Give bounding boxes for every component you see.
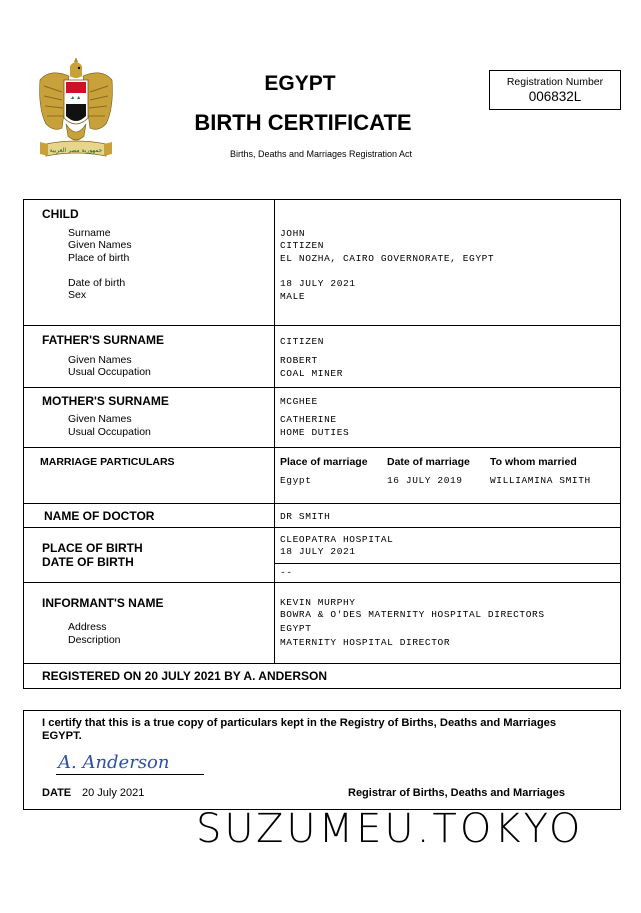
mother-surname: MCGHEE	[280, 396, 318, 407]
birth-place-value: CLEOPATRA HOSPITAL	[280, 534, 394, 545]
certify-line-1: I certify that this is a true copy of particulars kept in the Registry of Births, Deaths and Marriages	[42, 717, 557, 729]
child-given: CITIZEN	[280, 240, 325, 251]
father-given-label: Given Names	[68, 354, 132, 366]
child-sex: MALE	[280, 291, 306, 302]
act-subtitle: Births, Deaths and Marriages Registration Act	[229, 149, 413, 159]
document-title: BIRTH CERTIFICATE	[194, 110, 412, 135]
informant-name: KEVIN MURPHY	[280, 597, 356, 608]
birth-date-value: 18 JULY 2021	[280, 546, 356, 557]
father-occupation: COAL MINER	[280, 368, 344, 379]
watermark: SUZUMEU.TOKYO	[196, 806, 584, 852]
registration-box	[489, 70, 621, 110]
certify-line-2: EGYPT.	[42, 730, 82, 742]
child-place: EL NOZHA, CAIRO GOVERNORATE, EGYPT	[280, 253, 495, 264]
doctor-heading: NAME OF DOCTOR	[44, 509, 155, 523]
eagle-of-saladin-icon	[36, 58, 116, 164]
emblem	[36, 58, 116, 164]
birth-extra-value: --	[280, 567, 293, 578]
child-surname-label: Surname	[68, 227, 111, 239]
marriage-whom-label: To whom married	[490, 456, 577, 468]
date-label: DATE	[42, 787, 72, 799]
marriage-place: Egypt	[280, 475, 312, 486]
informant-address-label: Address	[68, 621, 107, 633]
child-given-label: Given Names	[68, 239, 132, 251]
marriage-date: 16 JULY 2019	[387, 475, 463, 486]
child-sex-label: Sex	[68, 289, 87, 301]
child-dob-label: Date of birth	[68, 277, 126, 289]
mother-occupation-label: Usual Occupation	[68, 426, 151, 438]
marriage-place-label: Place of marriage	[280, 456, 368, 468]
father-heading: FATHER'S SURNAME	[42, 333, 164, 347]
child-heading: CHILD	[42, 207, 79, 221]
father-given: ROBERT	[280, 355, 318, 366]
informant-address-2: EGYPT	[280, 623, 312, 634]
marriage-heading: MARRIAGE PARTICULARS	[40, 456, 175, 468]
mother-occupation: HOME DUTIES	[280, 427, 350, 438]
doctor-name: DR SMITH	[280, 511, 331, 522]
registration-label: Registration Number	[506, 76, 604, 88]
date-of-birth-heading: DATE OF BIRTH	[42, 555, 134, 569]
child-place-label: Place of birth	[68, 252, 130, 264]
signature-text: A. Anderson	[58, 752, 170, 773]
mother-given-label: Given Names	[68, 413, 132, 425]
child-dob: 18 JULY 2021	[280, 278, 356, 289]
child-surname: JOHN	[280, 228, 306, 239]
registered-line: REGISTERED ON 20 JULY 2021 BY A. ANDERSON	[42, 669, 327, 683]
country-title: EGYPT	[264, 72, 336, 95]
mother-given: CATHERINE	[280, 414, 337, 425]
mother-heading: MOTHER'S SURNAME	[42, 394, 169, 408]
marriage-whom: WILLIAMINA SMITH	[490, 475, 591, 486]
date-value: 20 July 2021	[82, 787, 145, 799]
informant-address-1: BOWRA & O'DES MATERNITY HOSPITAL DIRECTORS	[280, 609, 545, 620]
registrar-signature	[56, 746, 206, 776]
father-occupation-label: Usual Occupation	[68, 366, 151, 378]
marriage-date-label: Date of marriage	[387, 456, 470, 468]
registration-number: 006832L	[528, 89, 582, 104]
registrar-title: Registrar of Births, Deaths and Marriages	[348, 787, 566, 799]
place-of-birth-heading: PLACE OF BIRTH	[42, 541, 143, 555]
informant-description: MATERNITY HOSPITAL DIRECTOR	[280, 637, 451, 648]
informant-description-label: Description	[68, 634, 121, 646]
informant-heading: INFORMANT'S NAME	[42, 596, 164, 610]
svg-text:جمهورية مصر العربية: جمهورية مصر العربية	[49, 147, 103, 154]
father-surname: CITIZEN	[280, 336, 325, 347]
